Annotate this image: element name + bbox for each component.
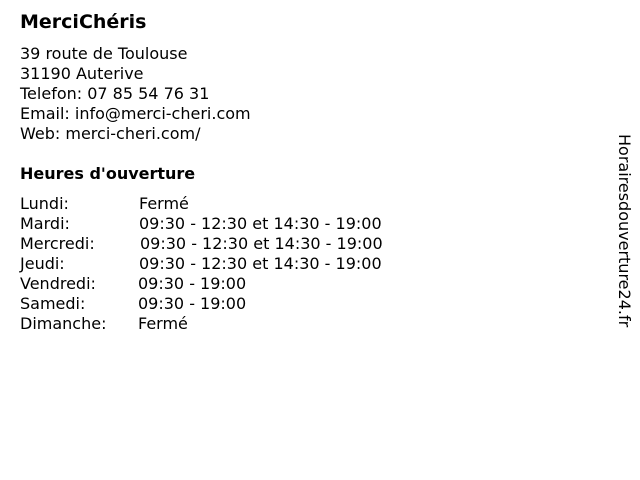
day-label: Lundi:	[20, 194, 69, 213]
hours-table	[20, 194, 460, 334]
time-value: 09:30 - 12:30 et 14:30 - 19:00	[139, 254, 382, 273]
hours-heading: Heures d'ouverture	[20, 164, 196, 183]
day-label: Jeudi:	[20, 254, 65, 273]
day-label: Mercredi:	[20, 234, 95, 253]
hours-row-mercredi	[20, 234, 460, 254]
phone-number: Telefon: 07 85 54 76 31	[20, 84, 210, 103]
time-value: 09:30 - 12:30 et 14:30 - 19:00	[139, 214, 382, 233]
hours-row-dimanche	[20, 314, 460, 334]
time-value: Fermé	[139, 194, 189, 213]
time-value: Fermé	[138, 314, 188, 333]
website-address: Web: merci-cheri.com/	[20, 124, 201, 143]
day-label: Mardi:	[20, 214, 70, 233]
site-watermark: Horairesdouverture24.fr	[615, 134, 634, 328]
day-label: Vendredi:	[20, 274, 96, 293]
day-label: Samedi:	[20, 294, 86, 313]
city-address: 31190 Auterive	[20, 64, 144, 83]
hours-row-vendredi	[20, 274, 460, 294]
time-value: 09:30 - 12:30 et 14:30 - 19:00	[140, 234, 383, 253]
email-address: Email: info@merci-cheri.com	[20, 104, 251, 123]
hours-row-samedi	[20, 294, 460, 314]
street-address: 39 route de Toulouse	[20, 44, 188, 63]
business-name: MerciChéris	[20, 11, 147, 33]
hours-row-lundi	[20, 194, 460, 214]
contact-block	[20, 44, 251, 144]
time-value: 09:30 - 19:00	[138, 294, 247, 313]
day-label: Dimanche:	[20, 314, 107, 333]
hours-row-mardi	[20, 214, 460, 234]
hours-row-jeudi	[20, 254, 460, 274]
time-value: 09:30 - 19:00	[138, 274, 247, 293]
